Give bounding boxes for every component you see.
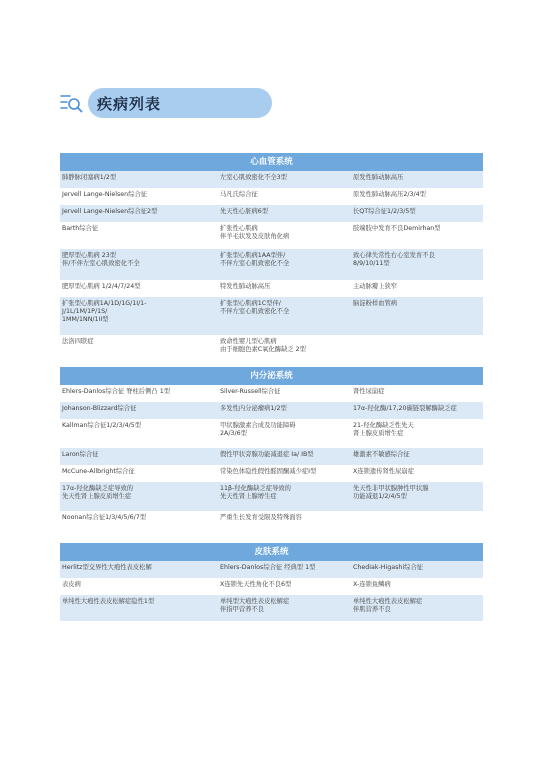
table-row xyxy=(60,335,483,365)
table-cell: Noonan综合征1/3/4/5/6/7型 xyxy=(62,514,147,521)
table-cell: Silver-Russell综合征 xyxy=(220,388,281,395)
table-cell: 严重生长发育受限及特殊面容 xyxy=(220,514,302,521)
table-row xyxy=(60,222,483,249)
table-cell: Jervell Lange-Nielsen综合征 xyxy=(62,191,148,198)
table-cell: McCune-Allbright综合征 xyxy=(62,468,135,475)
table-cell: 雄激素不敏感综合征 xyxy=(353,451,410,458)
table-cell: 脑淀粉样血管病 xyxy=(353,300,398,307)
section-title: 内分泌系统 xyxy=(60,367,483,385)
table-row xyxy=(60,402,483,419)
table-row xyxy=(60,482,483,511)
section-endocrine xyxy=(60,367,483,528)
table-row xyxy=(60,419,483,448)
table-cell: Kallman综合征1/2/3/4/5型 xyxy=(62,422,142,429)
table-cell xyxy=(351,511,483,528)
table-cell: X-连锁鱼鳞病 xyxy=(353,581,391,588)
table-row xyxy=(60,578,483,595)
table-cell: X连锁遗传肾性尿崩症 xyxy=(353,468,414,475)
table-cell: 法洛四联症 xyxy=(62,338,94,345)
table-cell: 致命性婴儿型心肌病 由于细胞色素C氧化酶缺乏 2型 xyxy=(220,338,306,353)
table-cell: 长QT综合征1/2/3/5型 xyxy=(353,208,416,215)
table-cell: 17α-羟化酶/17,20碳链裂解酶缺乏症 xyxy=(353,405,457,412)
table-cell: 原发性肺动脉高压 xyxy=(353,174,404,181)
table-cell: 致心律失常性右心室发育不良 8/9/10/11型 xyxy=(353,252,435,267)
table-cell: 先天性心脏病6型 xyxy=(220,208,269,215)
table-cell xyxy=(351,335,483,365)
table-cell: 表皮病 xyxy=(62,581,81,588)
table-cell: Jervell Lange-Nielsen综合征2型 xyxy=(62,208,158,215)
table-cell: Ehlers-Danlos综合征 脊柱后侧凸 1型 xyxy=(62,388,170,395)
table-cell: 特发性肺动脉高压 xyxy=(220,283,271,290)
table-cell: 单纯性大疱性表皮松解症隐性1型 xyxy=(62,598,155,605)
table-cell: 肢端肢中发育不良Demirhan型 xyxy=(353,225,441,232)
table-row xyxy=(60,280,483,297)
table-cell: 单纯型大疱性表皮松解症 伴指甲营养不良 xyxy=(220,598,290,613)
table-cell: 肥厚型心肌病 1/2/4/7/24型 xyxy=(62,283,141,290)
table-row xyxy=(60,171,483,188)
table-cell: Herlitz型交界性大疱性表皮松解 xyxy=(62,564,152,571)
table-cell: 甲状腺激素合成及功能障碍 2A/3/6型 xyxy=(220,422,296,437)
table-cell: 马凡氏综合征 xyxy=(220,191,258,198)
table-cell: 肥厚型心肌病 23型 伴/不伴左室心肌致密化不全 xyxy=(62,252,140,267)
table-cell: X连锁先天性角化不良6型 xyxy=(220,581,292,588)
table-cell: 常染色体隐性假性醛固酮减少症I型 xyxy=(220,468,317,475)
table-cell: Laron综合征 xyxy=(62,451,99,458)
section-title: 心血管系统 xyxy=(60,153,483,171)
table-cell: 假性甲状旁腺功能减退症 Ia/ IB型 xyxy=(220,451,314,458)
section-skin xyxy=(60,543,483,621)
table-row xyxy=(60,385,483,402)
section-title: 皮肤系统 xyxy=(60,543,483,561)
table-cell: 17α-羟化酶缺乏症导致的 先天性肾上腺皮质增生症 xyxy=(62,485,134,500)
table-cell: 肺静脉闭塞病1/2型 xyxy=(62,174,117,181)
table-cell: 左室心肌致密化不全3型 xyxy=(220,174,287,181)
table-row xyxy=(60,205,483,222)
table-row xyxy=(60,465,483,482)
table-row xyxy=(60,561,483,578)
table-cell: 扩张型心肌病1A/1D/1G/1I/1- J/1L/1M/1P/1S/ 1MM/1NN/1II型 xyxy=(62,300,147,323)
list-search-icon xyxy=(60,92,84,114)
table-cell: 单纯性大疱性表皮松解症 伴肌营养不良 xyxy=(353,598,423,613)
table-cell: 主动脉瓣上狭窄 xyxy=(353,283,398,290)
table-cell: 扩张型心肌病1AA型伴/ 不伴左室心肌致密化不全 xyxy=(220,252,290,267)
table-cell: Chediak-Higashi综合征 xyxy=(353,564,424,571)
table-row xyxy=(60,448,483,465)
page-title: 疾病列表 xyxy=(97,95,162,113)
table-cell: 先天性非甲状腺肿性甲状腺 功能减退1/2/4/5型 xyxy=(353,485,429,500)
table-cell: Ehlers-Danlos综合征 经典型 1型 xyxy=(220,564,316,571)
table-cell: 扩张型心肌病1C型伴/ 不伴左室心肌致密化不全 xyxy=(220,300,290,315)
table-cell: 11β-羟化酶缺乏症导致的 先天性肾上腺增生症 xyxy=(220,485,291,500)
table-cell: Barth综合征 xyxy=(62,225,99,232)
table-row xyxy=(60,595,483,621)
table-row xyxy=(60,249,483,280)
table-cell: Johanson-Blizzard综合征 xyxy=(62,405,137,412)
table-row xyxy=(60,297,483,335)
table-cell: 肾性尿崩症 xyxy=(353,388,385,395)
section-cardiovascular xyxy=(60,153,483,365)
table-cell: 原发性肺动脉高压2/3/4型 xyxy=(353,191,426,198)
table-row xyxy=(60,511,483,528)
table-cell: 21-羟化酶缺乏性先天 肾上腺皮质增生症 xyxy=(353,422,414,437)
table-cell: 多发性内分泌瘤病1/2型 xyxy=(220,405,287,412)
table-cell: 扩张性心肌病 伴羊毛状发及皮肤角化病 xyxy=(220,225,290,240)
table-row xyxy=(60,188,483,205)
